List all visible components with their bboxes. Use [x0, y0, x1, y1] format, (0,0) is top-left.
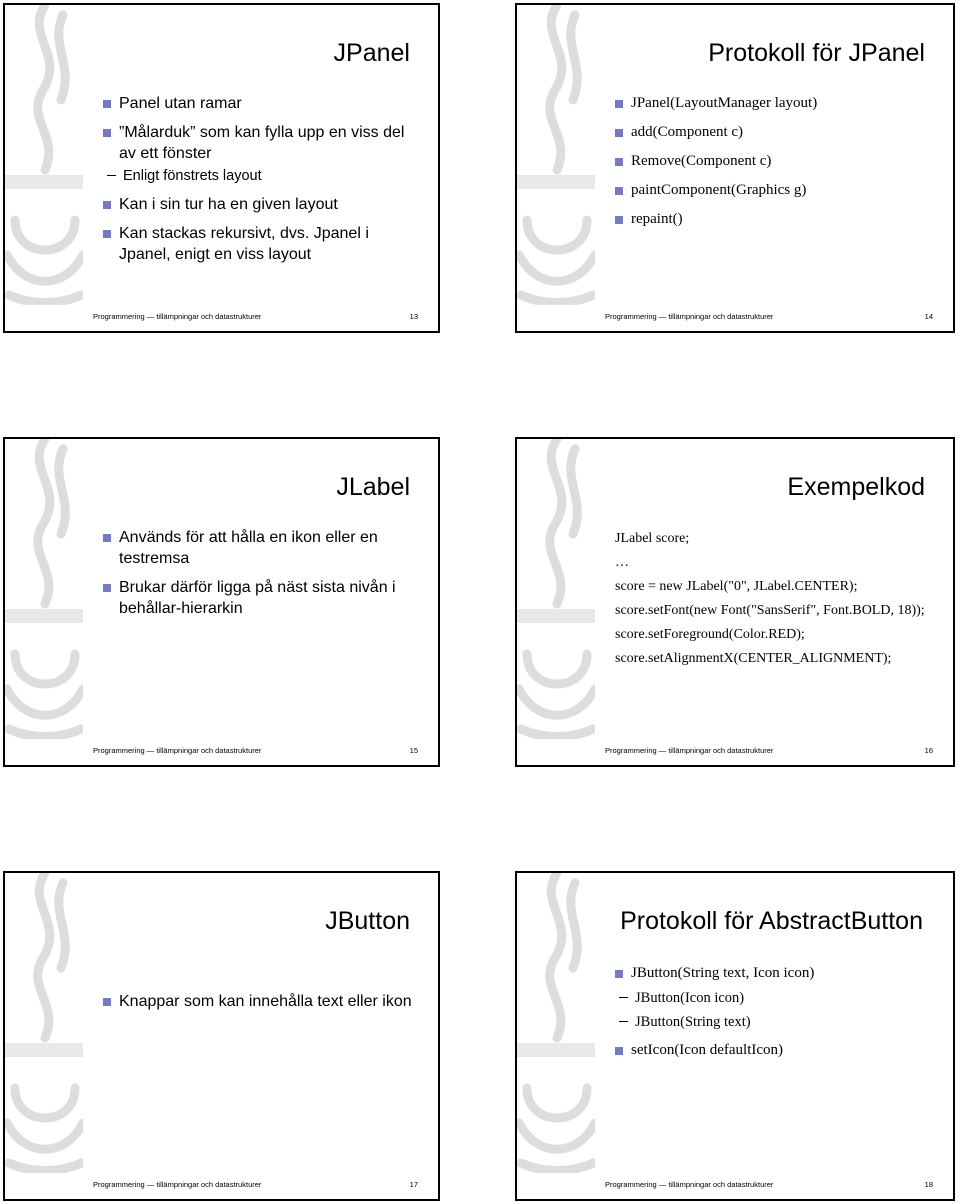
slide-title: Protokoll för JPanel [708, 39, 925, 67]
slide-exempelkod [515, 437, 955, 767]
footer-text: Programmering — tillämpningar och datastrukturer [605, 312, 774, 321]
bullet-list [103, 991, 418, 1020]
java-cup-decoration [5, 5, 83, 305]
code-block [615, 527, 943, 671]
slide-footer [93, 1178, 418, 1192]
bullet-list [103, 527, 418, 627]
bullet-list [615, 93, 933, 238]
bullet-item: JPanel(LayoutManager layout) [615, 93, 933, 113]
slide-jbutton [3, 871, 440, 1201]
square-bullet-icon [615, 1047, 623, 1055]
slide-footer [93, 310, 418, 324]
page-number: 13 [409, 312, 418, 321]
sub-bullet-item: JButton(String text) [615, 1012, 933, 1032]
footer-text: Programmering — tillämpningar och datastrukturer [93, 1180, 262, 1189]
code-line: score = new JLabel("0", JLabel.CENTER); [615, 579, 858, 594]
sub-bullet-item: JButton(Icon icon) [615, 988, 933, 1008]
slide-title: JPanel [333, 39, 410, 67]
square-bullet-icon [615, 187, 623, 195]
code-line: score.setAlignmentX(CENTER_ALIGNMENT); [615, 651, 892, 666]
dash-bullet-icon [619, 1021, 628, 1022]
java-cup-decoration [5, 439, 83, 739]
bullet-item: Kan i sin tur ha en given layout [103, 194, 418, 215]
slide-jpanel [3, 3, 440, 333]
slide-footer [605, 1178, 933, 1192]
square-bullet-icon [103, 129, 111, 137]
code-line: … [615, 555, 629, 570]
bullet-item: Brukar därför ligga på näst sista nivån i behållar-hierarkin [103, 577, 418, 619]
bullet-list [615, 963, 933, 1069]
bullet-item: ”Målarduk” som kan fylla upp en viss del av ett fönster [103, 122, 418, 164]
footer-text: Programmering — tillämpningar och datastrukturer [605, 1180, 774, 1189]
square-bullet-icon [103, 230, 111, 238]
bullet-item: setIcon(Icon defaultIcon) [615, 1040, 933, 1060]
bullet-item: add(Component c) [615, 122, 933, 142]
bullet-item: Används för att hålla en ikon eller en testremsa [103, 527, 418, 569]
page-number: 18 [924, 1180, 933, 1189]
java-cup-decoration [517, 439, 595, 739]
slide-jlabel [3, 437, 440, 767]
java-cup-decoration [517, 5, 595, 305]
slide-title: Protokoll för AbstractButton [620, 907, 923, 935]
page-number: 15 [409, 746, 418, 755]
bullet-list [103, 93, 418, 273]
slide-protokoll-abstractbutton [515, 871, 955, 1201]
footer-text: Programmering — tillämpningar och datastrukturer [605, 746, 774, 755]
slide-protokoll-jpanel [515, 3, 955, 333]
square-bullet-icon [103, 534, 111, 542]
footer-text: Programmering — tillämpningar och datastrukturer [93, 312, 262, 321]
slide-title: Exempelkod [787, 473, 925, 501]
code-line: score.setForeground(Color.RED); [615, 627, 805, 642]
square-bullet-icon [615, 970, 623, 978]
slide-title: JLabel [336, 473, 410, 501]
square-bullet-icon [103, 998, 111, 1006]
slide-footer [605, 744, 933, 758]
code-line: score.setFont(new Font("SansSerif", Font.BOLD, 18)); [615, 603, 925, 618]
bullet-item: repaint() [615, 209, 933, 229]
square-bullet-icon [103, 201, 111, 209]
java-cup-decoration [517, 873, 595, 1173]
page-number: 16 [924, 746, 933, 755]
slide-footer [93, 744, 418, 758]
code-line: JLabel score; [615, 531, 690, 546]
square-bullet-icon [103, 100, 111, 108]
slide-title: JButton [325, 907, 410, 935]
dash-bullet-icon [619, 997, 628, 998]
square-bullet-icon [103, 584, 111, 592]
dash-bullet-icon [107, 175, 116, 176]
square-bullet-icon [615, 216, 623, 224]
bullet-item: Remove(Component c) [615, 151, 933, 171]
square-bullet-icon [615, 158, 623, 166]
slide-footer [605, 310, 933, 324]
bullet-item: Kan stackas rekursivt, dvs. Jpanel i Jpanel, enigt en viss layout [103, 223, 418, 265]
bullet-item: Knappar som kan innehålla text eller ikon [103, 991, 418, 1012]
bullet-item: JButton(String text, Icon icon) [615, 963, 933, 983]
java-cup-decoration [5, 873, 83, 1173]
square-bullet-icon [615, 100, 623, 108]
bullet-item: paintComponent(Graphics g) [615, 180, 933, 200]
sub-bullet-item: Enligt fönstrets layout [103, 166, 418, 186]
page-number: 17 [409, 1180, 418, 1189]
square-bullet-icon [615, 129, 623, 137]
page-number: 14 [924, 312, 933, 321]
footer-text: Programmering — tillämpningar och datastrukturer [93, 746, 262, 755]
bullet-item: Panel utan ramar [103, 93, 418, 114]
